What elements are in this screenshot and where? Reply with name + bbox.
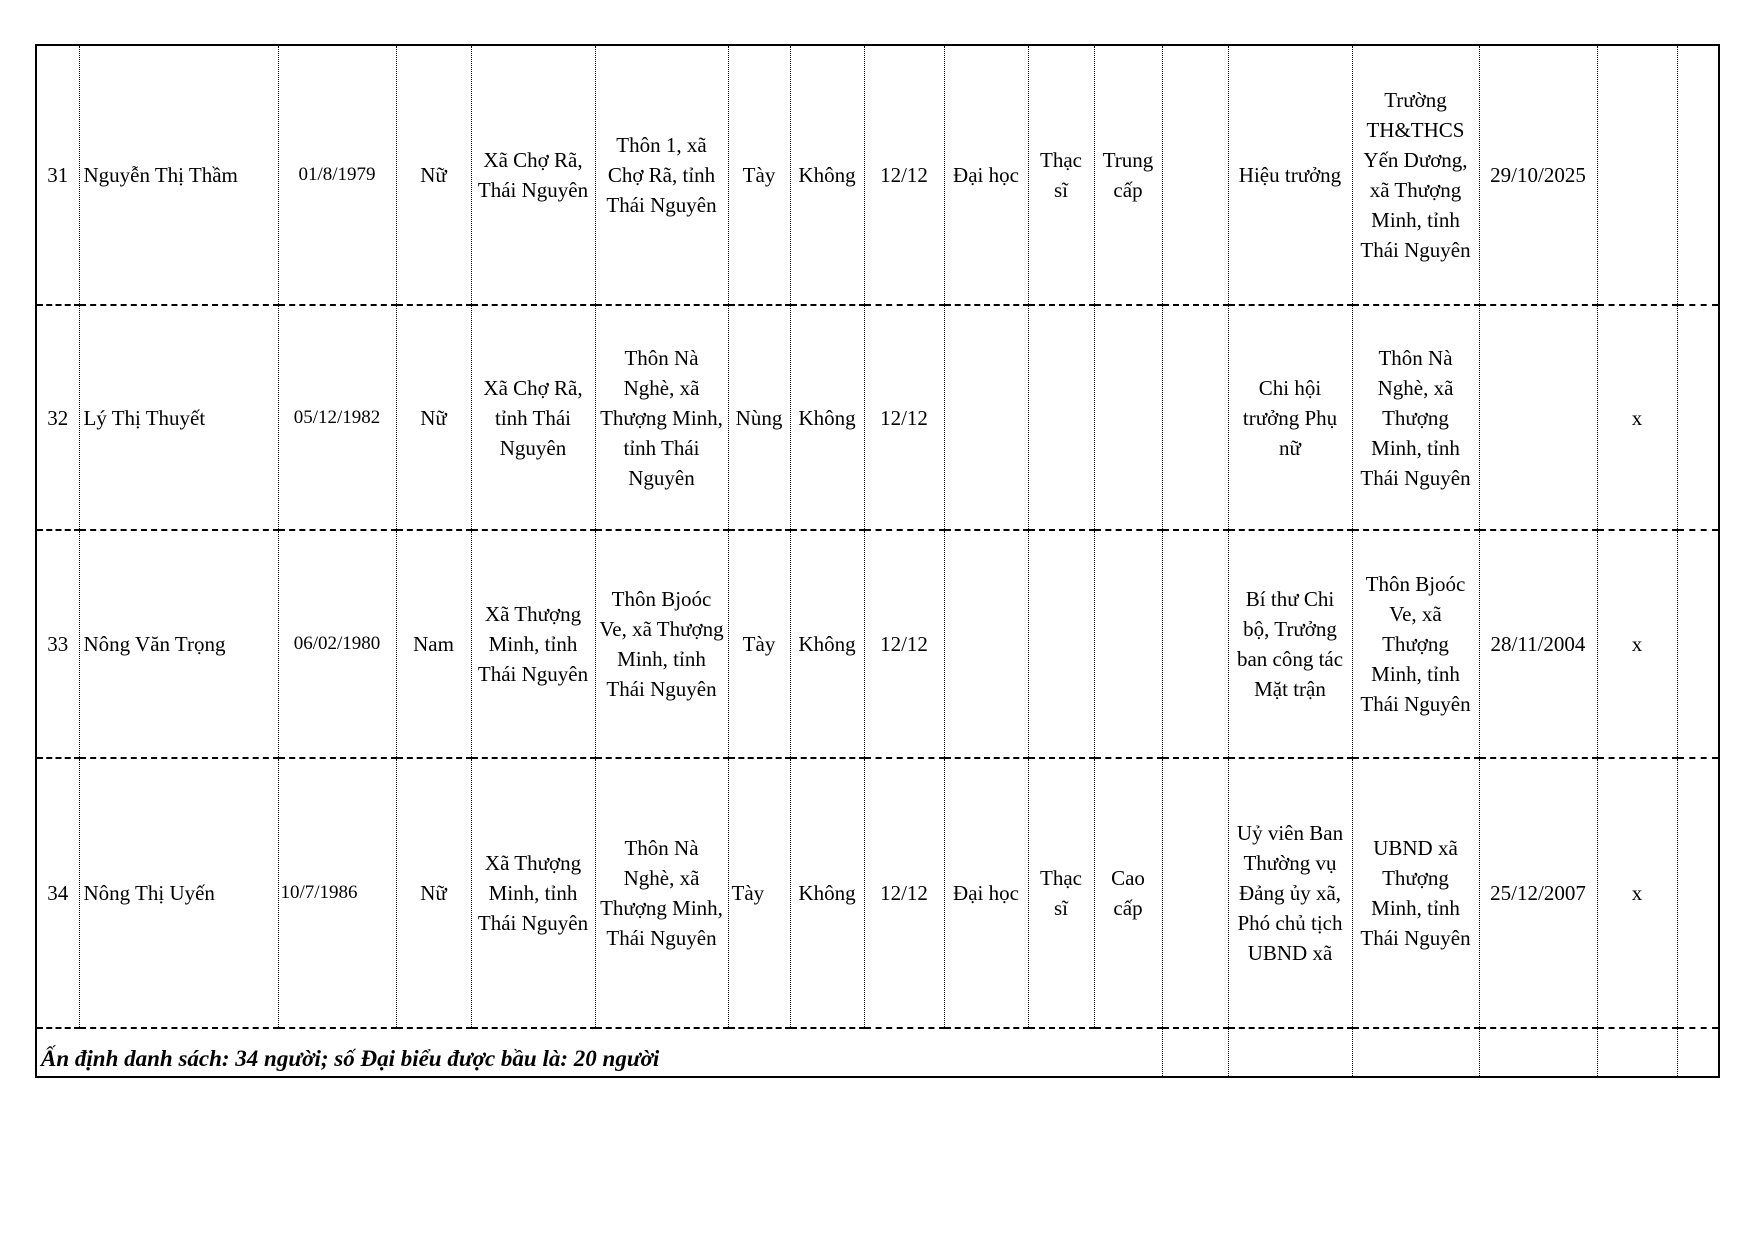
cell-gender: Nam (396, 530, 471, 758)
cell-general-education: 12/12 (864, 45, 944, 305)
cell-political: Cao cấp (1094, 758, 1162, 1028)
cell-residence: Thôn Nà Nghè, xã Thượng Minh, tỉnh Thái Nguyên (595, 305, 728, 530)
cell-ethnicity: Tày (728, 45, 790, 305)
footer-blank-cell (1677, 1028, 1719, 1077)
cell-name: Nguyễn Thị Thầm (79, 45, 278, 305)
cell-degree (944, 305, 1028, 530)
cell-degree: Đại học (944, 758, 1028, 1028)
cell-dob: 05/12/1982 (278, 305, 396, 530)
cell-name: Nông Văn Trọng (79, 530, 278, 758)
cell-ethnicity: Nùng (728, 305, 790, 530)
cell-academic (1028, 530, 1094, 758)
cell-mark (1597, 45, 1677, 305)
cell-position: Chi hội trưởng Phụ nữ (1228, 305, 1352, 530)
table-row (36, 530, 1719, 758)
footer-blank-cell (1162, 1028, 1228, 1077)
cell-degree (944, 530, 1028, 758)
table-footer-row (36, 1028, 1719, 1077)
footer-blank-cell (1479, 1028, 1597, 1077)
cell-stt: 32 (36, 305, 79, 530)
cell-workplace: Thôn Nà Nghè, xã Thượng Minh, tỉnh Thái Nguyên (1352, 305, 1479, 530)
cell-stt: 34 (36, 758, 79, 1028)
table-row (36, 758, 1719, 1028)
cell-ethnicity: Tày (728, 530, 790, 758)
cell-party-date (1479, 305, 1597, 530)
cell-residence: Thôn 1, xã Chợ Rã, tỉnh Thái Nguyên (595, 45, 728, 305)
cell-residence: Thôn Nà Nghè, xã Thượng Minh, Thái Nguyên (595, 758, 728, 1028)
list-summary-note: Ấn định danh sách: 34 người; số Đại biểu được bầu là: 20 người (36, 1028, 1162, 1077)
cell-extra (1162, 530, 1228, 758)
cell-mark: x (1597, 530, 1677, 758)
cell-academic: Thạc sĩ (1028, 45, 1094, 305)
cell-hometown: Xã Thượng Minh, tỉnh Thái Nguyên (471, 530, 595, 758)
cell-extra (1162, 758, 1228, 1028)
cell-residence: Thôn Bjoóc Ve, xã Thượng Minh, tỉnh Thái Nguyên (595, 530, 728, 758)
cell-gender: Nữ (396, 305, 471, 530)
cell-extra (1162, 45, 1228, 305)
cell-name: Nông Thị Uyến (79, 758, 278, 1028)
cell-stt: 31 (36, 45, 79, 305)
cell-last (1677, 305, 1719, 530)
cell-mark: x (1597, 305, 1677, 530)
cell-general-education: 12/12 (864, 758, 944, 1028)
cell-general-education: 12/12 (864, 530, 944, 758)
cell-political (1094, 530, 1162, 758)
cell-religion: Không (790, 758, 864, 1028)
cell-dob: 06/02/1980 (278, 530, 396, 758)
cell-position: Hiệu trưởng (1228, 45, 1352, 305)
cell-hometown: Xã Chợ Rã, Thái Nguyên (471, 45, 595, 305)
table-row (36, 305, 1719, 530)
cell-name: Lý Thị Thuyết (79, 305, 278, 530)
cell-party-date: 25/12/2007 (1479, 758, 1597, 1028)
cell-political: Trung cấp (1094, 45, 1162, 305)
cell-workplace: Thôn Bjoóc Ve, xã Thượng Minh, tỉnh Thái Nguyên (1352, 530, 1479, 758)
cell-religion: Không (790, 45, 864, 305)
cell-religion: Không (790, 305, 864, 530)
cell-hometown: Xã Chợ Rã, tỉnh Thái Nguyên (471, 305, 595, 530)
cell-extra (1162, 305, 1228, 530)
candidate-table (35, 44, 1720, 1078)
cell-degree: Đại học (944, 45, 1028, 305)
cell-party-date: 29/10/2025 (1479, 45, 1597, 305)
table-row (36, 45, 1719, 305)
cell-gender: Nữ (396, 45, 471, 305)
footer-blank-cell (1352, 1028, 1479, 1077)
cell-last (1677, 530, 1719, 758)
cell-gender: Nữ (396, 758, 471, 1028)
cell-workplace: UBND xã Thượng Minh, tỉnh Thái Nguyên (1352, 758, 1479, 1028)
cell-party-date: 28/11/2004 (1479, 530, 1597, 758)
cell-position: Uỷ viên Ban Thường vụ Đảng ủy xã, Phó chủ tịch UBND xã (1228, 758, 1352, 1028)
cell-academic: Thạc sĩ (1028, 758, 1094, 1028)
cell-workplace: Trường TH&THCS Yến Dương, xã Thượng Minh, tỉnh Thái Nguyên (1352, 45, 1479, 305)
candidate-list-sheet (35, 44, 1718, 1078)
cell-dob: 10/7/1986 (278, 758, 396, 1028)
cell-political (1094, 305, 1162, 530)
cell-hometown: Xã Thượng Minh, tỉnh Thái Nguyên (471, 758, 595, 1028)
cell-last (1677, 758, 1719, 1028)
cell-mark: x (1597, 758, 1677, 1028)
cell-position: Bí thư Chi bộ, Trưởng ban công tác Mặt trận (1228, 530, 1352, 758)
cell-last (1677, 45, 1719, 305)
cell-general-education: 12/12 (864, 305, 944, 530)
cell-stt: 33 (36, 530, 79, 758)
cell-dob: 01/8/1979 (278, 45, 396, 305)
cell-ethnicity: Tày (728, 758, 790, 1028)
footer-blank-cell (1228, 1028, 1352, 1077)
cell-religion: Không (790, 530, 864, 758)
footer-blank-cell (1597, 1028, 1677, 1077)
cell-academic (1028, 305, 1094, 530)
